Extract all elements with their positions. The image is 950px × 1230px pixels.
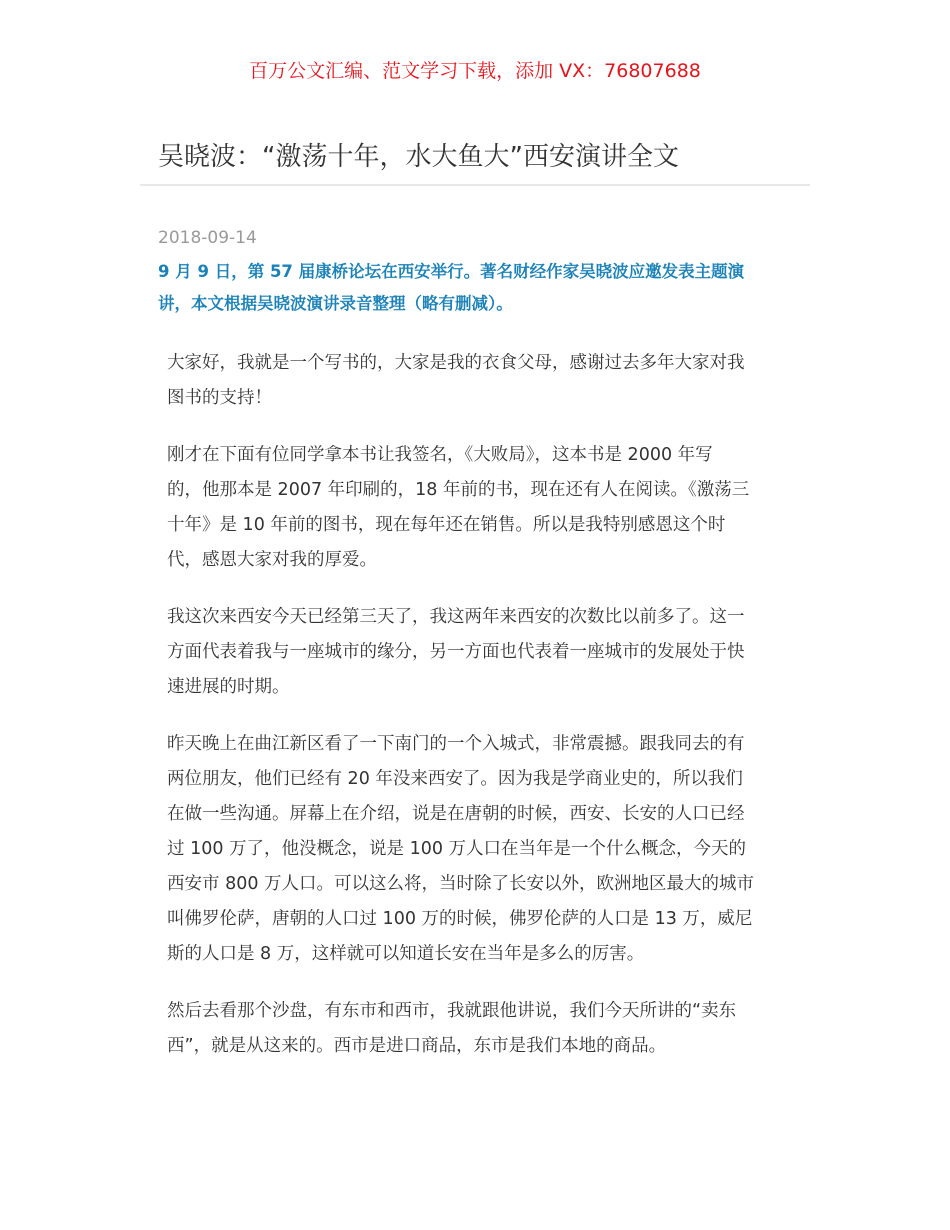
paragraph: 刚才在下面有位同学拿本书让我签名，《大败局》，这本书是 2000 年写 的，他那本是 2007 年印刷的，18 年前的书，现在还有人在阅读。《激荡三 十年》是 10 年前的图书，现在每年还在销售。所以是我特别感恩这个时 代，感恩大家对我的厚爱。 [167,445,750,570]
publish-date: 2018-09-14 [158,228,257,248]
watermark-banner: 百万公文汇编、范文学习下载，添加 VX：76807688 [249,60,701,82]
paragraph: 昨天晚上在曲江新区看了一下南门的一个入城式，非常震撼。跟我同去的有 两位朋友，他们已经有 20 年没来西安了。因为我是学商业史的，所以我们 在做一些沟通。屏幕上在介绍，说是在唐朝的时候，西安、长安的人口已经 过 100 万了，他没概念，说是 100 万人口在当年是一个什么概念，今天的 西安市 800 万人口。可以这么将，当时除了长安以外，欧洲地区最大的城市 叫佛罗伦萨，唐朝的人口过 100 万的时候，佛罗伦萨的人口是 13 万，威尼 斯的人口是 8 万，这样就可以知道长安在当年是多么的厉害。 [167,734,755,964]
paragraph: 我这次来西安今天已经第三天了，我这两年来西安的次数比以前多了。这一 方面代表着我与一座城市的缘分，另一方面也代表着一座城市的发展处于快 速进展的时期。 [167,607,745,697]
article-body [167,346,807,1086]
paragraph: 大家好，我就是一个写书的，大家是我的衣食父母，感谢过去多年大家对我 图书的支持！ [167,353,745,408]
article-title: 吴晓波：“激荡十年，水大鱼大”西安演讲全文 [158,142,679,172]
title-divider [140,184,810,186]
article-intro: 9 月 9 日，第 57 届康桥论坛在西安举行。著名财经作家吴晓波应邀发表主题演 讲，本文根据吴晓波演讲录音整理（略有删减）。 [158,262,745,313]
paragraph: 然后去看那个沙盘，有东市和西市，我就跟他讲说，我们今天所讲的“卖东 西”，就是从这来的。西市是进口商品，东市是我们本地的商品。 [167,1001,737,1056]
